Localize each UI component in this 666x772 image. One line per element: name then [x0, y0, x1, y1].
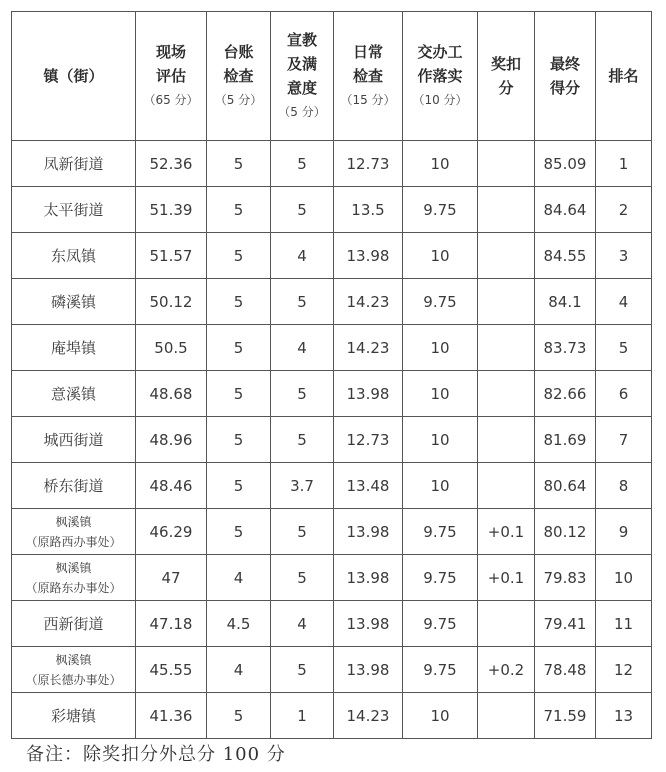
table-row: [12, 555, 652, 601]
cell-bonus-penalty: [478, 693, 535, 739]
cell-publicity-satisfaction: 5: [271, 371, 334, 417]
cell-final-score: 84.55: [535, 233, 596, 279]
cell-bonus-penalty: [478, 463, 535, 509]
cell-final-score: 71.59: [535, 693, 596, 739]
town-name: 磷溪镇: [50, 293, 96, 311]
cell-site-assessment: 45.55: [136, 647, 207, 693]
cell-site-assessment: 48.68: [136, 371, 207, 417]
cell-rank: 11: [596, 601, 652, 647]
header-row: [12, 12, 652, 141]
cell-final-score: 84.64: [535, 187, 596, 233]
cell-daily-check: 13.98: [334, 647, 403, 693]
town-name: 彩塘镇: [50, 707, 96, 725]
cell-site-assessment: 51.39: [136, 187, 207, 233]
cell-rank: 9: [596, 509, 652, 555]
table-row: [12, 187, 652, 233]
cell-final-score: 79.41: [535, 601, 596, 647]
cell-site-assessment: 52.36: [136, 141, 207, 187]
cell-town: [12, 417, 136, 463]
header-points: （10 分）: [412, 93, 468, 107]
table-row: [12, 463, 652, 509]
cell-site-assessment: 50.12: [136, 279, 207, 325]
header-line: 分: [498, 79, 514, 97]
cell-publicity-satisfaction: 5: [271, 279, 334, 325]
cell-final-score: 81.69: [535, 417, 596, 463]
town-name: 太平街道: [43, 201, 104, 219]
table-header: [12, 12, 652, 141]
cell-bonus-penalty: [478, 417, 535, 463]
cell-bonus-penalty: [478, 187, 535, 233]
town-name: 东凤镇: [50, 247, 96, 265]
table-row: [12, 233, 652, 279]
cell-bonus-penalty: +0.1: [478, 555, 535, 601]
header-line: 得分: [549, 79, 580, 97]
town-name: 庵埠镇: [50, 339, 96, 357]
cell-site-assessment: 48.96: [136, 417, 207, 463]
header-line: 日常: [352, 43, 383, 61]
cell-ledger-check: 5: [207, 463, 271, 509]
cell-publicity-satisfaction: 5: [271, 187, 334, 233]
cell-final-score: 84.1: [535, 279, 596, 325]
cell-daily-check: 14.23: [334, 693, 403, 739]
header-line: 台账: [223, 43, 254, 61]
cell-task-implementation: 9.75: [403, 601, 478, 647]
score-table: [11, 11, 652, 739]
header-points: （5 分）: [214, 93, 263, 107]
town-name: 枫溪镇: [55, 560, 92, 575]
town-name: 枫溪镇: [55, 652, 92, 667]
cell-publicity-satisfaction: 5: [271, 417, 334, 463]
header-task-implementation: [403, 12, 478, 141]
cell-town: [12, 233, 136, 279]
cell-task-implementation: 9.75: [403, 187, 478, 233]
cell-site-assessment: 46.29: [136, 509, 207, 555]
cell-publicity-satisfaction: 5: [271, 141, 334, 187]
cell-task-implementation: 10: [403, 233, 478, 279]
cell-rank: 4: [596, 279, 652, 325]
table-row: [12, 141, 652, 187]
town-note: （原路东办事处）: [25, 580, 122, 595]
cell-bonus-penalty: [478, 233, 535, 279]
header-line: 评估: [155, 67, 186, 85]
cell-publicity-satisfaction: 4: [271, 601, 334, 647]
cell-task-implementation: 9.75: [403, 555, 478, 601]
cell-rank: 1: [596, 141, 652, 187]
footnote: 备注：除奖扣分外总分 100 分: [26, 744, 286, 765]
cell-rank: 5: [596, 325, 652, 371]
cell-rank: 12: [596, 647, 652, 693]
table-row: [12, 647, 652, 693]
cell-bonus-penalty: [478, 371, 535, 417]
cell-rank: 8: [596, 463, 652, 509]
cell-final-score: 79.83: [535, 555, 596, 601]
header-line: 检查: [352, 67, 383, 85]
cell-town: [12, 187, 136, 233]
cell-final-score: 80.12: [535, 509, 596, 555]
header-line: 镇（街）: [43, 67, 104, 85]
cell-site-assessment: 51.57: [136, 233, 207, 279]
header-site-assessment: [136, 12, 207, 141]
cell-task-implementation: 10: [403, 463, 478, 509]
cell-town: [12, 647, 136, 693]
header-line: 作落实: [417, 67, 463, 85]
table-body: [12, 141, 652, 739]
cell-rank: 2: [596, 187, 652, 233]
cell-bonus-penalty: +0.1: [478, 509, 535, 555]
town-note: （原路西办事处）: [25, 534, 122, 549]
cell-town: [12, 279, 136, 325]
cell-task-implementation: 9.75: [403, 647, 478, 693]
table-row: [12, 325, 652, 371]
cell-final-score: 78.48: [535, 647, 596, 693]
cell-publicity-satisfaction: 4: [271, 233, 334, 279]
header-final-score: [535, 12, 596, 141]
header-line: 排名: [608, 67, 639, 85]
table-row: [12, 693, 652, 739]
cell-ledger-check: 4: [207, 647, 271, 693]
town-name: 意溪镇: [50, 385, 96, 403]
header-bonus-penalty: [478, 12, 535, 141]
cell-task-implementation: 10: [403, 371, 478, 417]
header-line: 现场: [155, 43, 186, 61]
cell-task-implementation: 9.75: [403, 509, 478, 555]
cell-task-implementation: 9.75: [403, 279, 478, 325]
cell-ledger-check: 4.5: [207, 601, 271, 647]
cell-town: [12, 141, 136, 187]
table-row: [12, 417, 652, 463]
score-table-container: [11, 11, 652, 739]
cell-daily-check: 14.23: [334, 279, 403, 325]
cell-publicity-satisfaction: 1: [271, 693, 334, 739]
header-points: （5 分）: [278, 105, 326, 119]
cell-ledger-check: 4: [207, 555, 271, 601]
cell-ledger-check: 5: [207, 693, 271, 739]
cell-publicity-satisfaction: 5: [271, 555, 334, 601]
table-row: [12, 371, 652, 417]
cell-ledger-check: 5: [207, 509, 271, 555]
header-line: 奖扣: [490, 55, 521, 73]
cell-rank: 6: [596, 371, 652, 417]
cell-site-assessment: 41.36: [136, 693, 207, 739]
cell-town: [12, 555, 136, 601]
cell-site-assessment: 47.18: [136, 601, 207, 647]
cell-rank: 7: [596, 417, 652, 463]
cell-ledger-check: 5: [207, 187, 271, 233]
cell-ledger-check: 5: [207, 325, 271, 371]
cell-daily-check: 13.98: [334, 509, 403, 555]
header-points: （65 分）: [143, 93, 199, 107]
header-line: 意度: [286, 79, 317, 97]
cell-town: [12, 693, 136, 739]
header-line: 宣教: [286, 31, 317, 49]
header-rank: [596, 12, 652, 141]
header-line: 检查: [223, 67, 254, 85]
town-note: （原长德办事处）: [25, 672, 122, 687]
cell-town: [12, 509, 136, 555]
cell-publicity-satisfaction: 3.7: [271, 463, 334, 509]
table-row: [12, 509, 652, 555]
cell-task-implementation: 10: [403, 693, 478, 739]
cell-town: [12, 371, 136, 417]
town-name: 城西街道: [43, 431, 104, 449]
cell-rank: 3: [596, 233, 652, 279]
cell-site-assessment: 48.46: [136, 463, 207, 509]
cell-daily-check: 13.98: [334, 371, 403, 417]
cell-final-score: 80.64: [535, 463, 596, 509]
cell-ledger-check: 5: [207, 141, 271, 187]
cell-publicity-satisfaction: 5: [271, 647, 334, 693]
table-row: [12, 601, 652, 647]
cell-bonus-penalty: [478, 601, 535, 647]
cell-bonus-penalty: [478, 279, 535, 325]
cell-task-implementation: 10: [403, 325, 478, 371]
header-line: 交办工: [417, 43, 463, 61]
cell-daily-check: 12.73: [334, 141, 403, 187]
town-name: 西新街道: [43, 615, 104, 633]
header-ledger-check: [207, 12, 271, 141]
cell-daily-check: 14.23: [334, 325, 403, 371]
cell-publicity-satisfaction: 4: [271, 325, 334, 371]
cell-rank: 10: [596, 555, 652, 601]
cell-town: [12, 601, 136, 647]
cell-daily-check: 13.48: [334, 463, 403, 509]
header-line: 最终: [549, 55, 580, 73]
header-line: 及满: [286, 55, 317, 73]
cell-task-implementation: 10: [403, 141, 478, 187]
table-row: [12, 279, 652, 325]
town-name: 凤新街道: [43, 155, 104, 173]
header-publicity-satisfaction: [271, 12, 334, 141]
cell-rank: 13: [596, 693, 652, 739]
cell-town: [12, 325, 136, 371]
cell-ledger-check: 5: [207, 279, 271, 325]
cell-bonus-penalty: [478, 141, 535, 187]
cell-daily-check: 13.5: [334, 187, 403, 233]
cell-ledger-check: 5: [207, 417, 271, 463]
cell-daily-check: 13.98: [334, 555, 403, 601]
cell-ledger-check: 5: [207, 233, 271, 279]
cell-task-implementation: 10: [403, 417, 478, 463]
cell-final-score: 85.09: [535, 141, 596, 187]
cell-final-score: 83.73: [535, 325, 596, 371]
header-town: [12, 12, 136, 141]
cell-daily-check: 12.73: [334, 417, 403, 463]
cell-daily-check: 13.98: [334, 601, 403, 647]
cell-daily-check: 13.98: [334, 233, 403, 279]
header-daily-check: [334, 12, 403, 141]
cell-publicity-satisfaction: 5: [271, 509, 334, 555]
cell-final-score: 82.66: [535, 371, 596, 417]
cell-town: [12, 463, 136, 509]
town-name: 桥东街道: [43, 477, 104, 495]
cell-ledger-check: 5: [207, 371, 271, 417]
town-name: 枫溪镇: [55, 514, 92, 529]
cell-site-assessment: 47: [136, 555, 207, 601]
cell-bonus-penalty: [478, 325, 535, 371]
header-points: （15 分）: [340, 93, 396, 107]
cell-site-assessment: 50.5: [136, 325, 207, 371]
cell-bonus-penalty: +0.2: [478, 647, 535, 693]
